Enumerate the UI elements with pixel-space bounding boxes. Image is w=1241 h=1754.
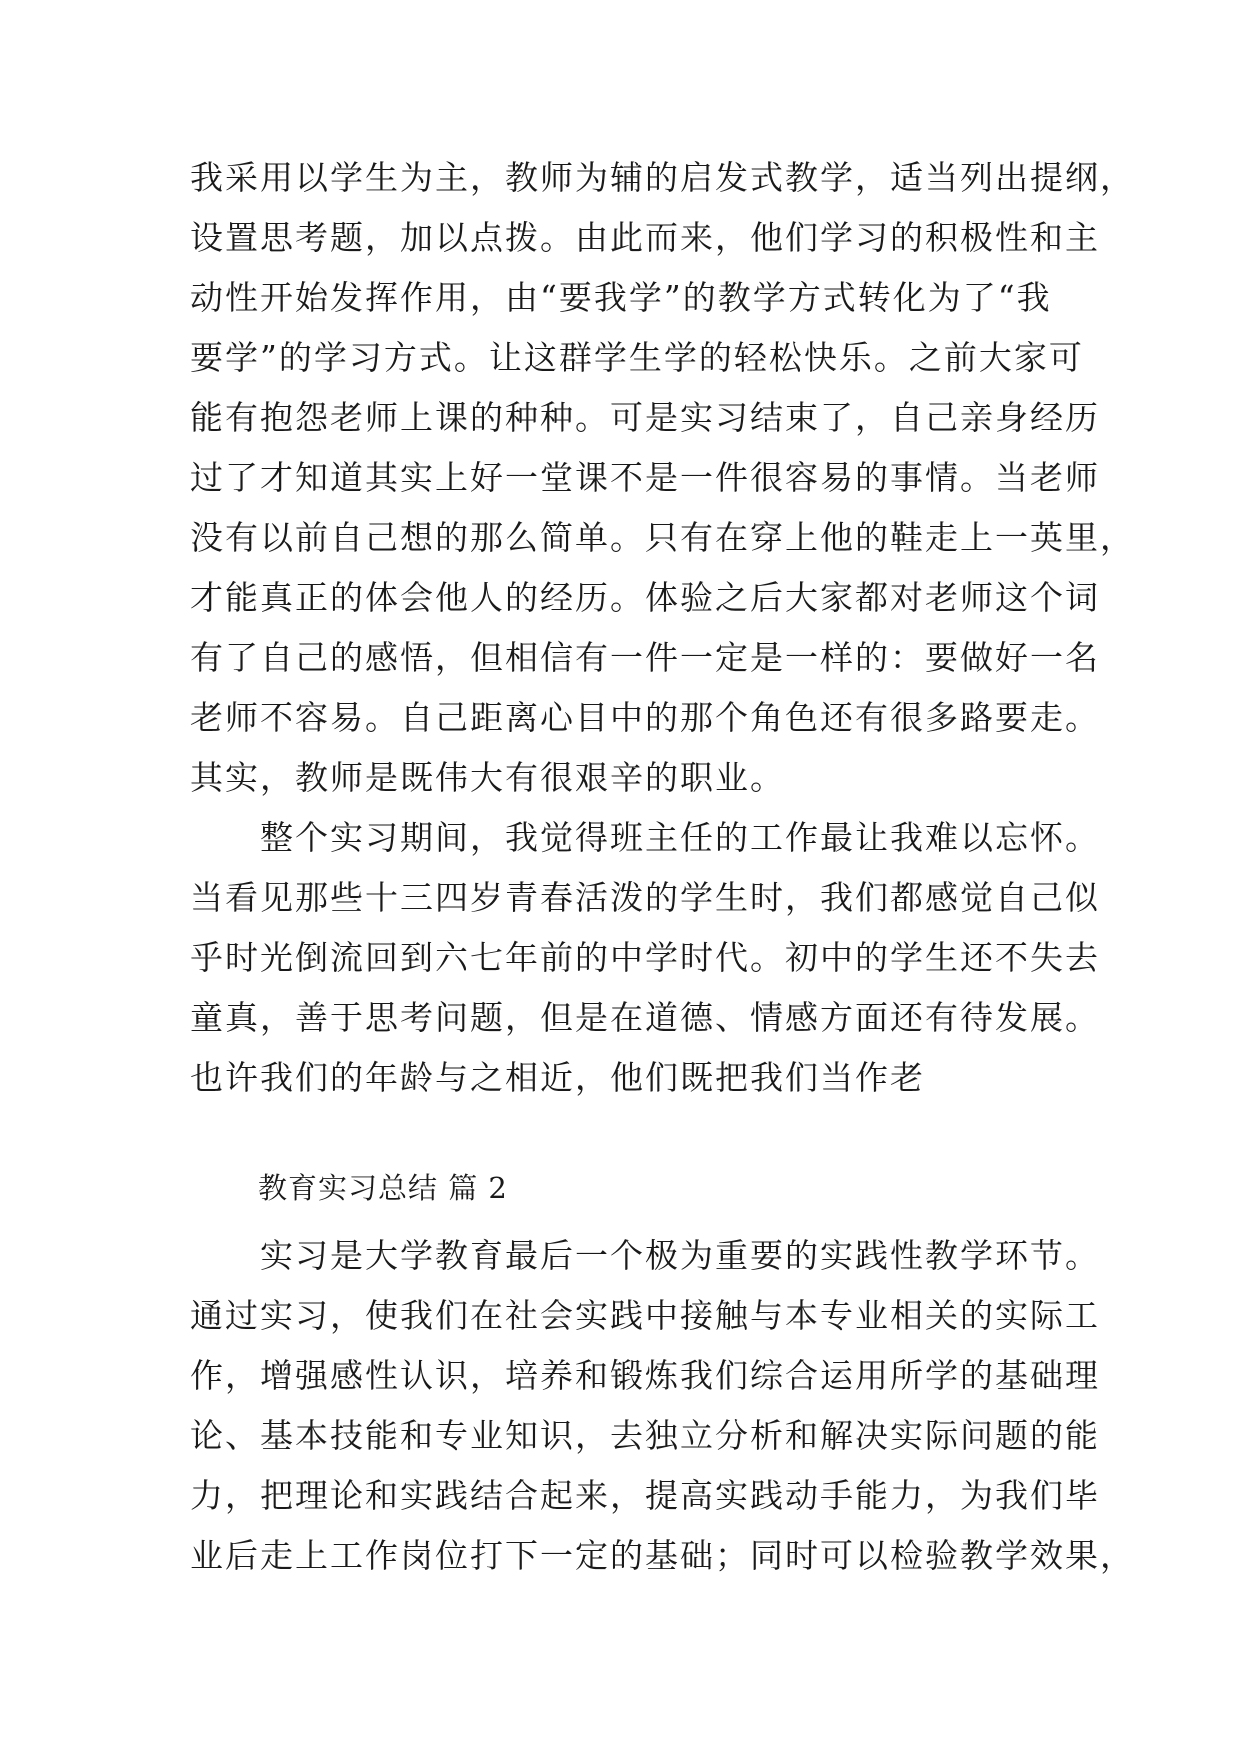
section-heading: 教育实习总结 篇 2 [258,1171,508,1205]
paragraph-line: 也许我们的年龄与之相近，他们既把我们当作老 [190,1058,925,1097]
paragraph-line: 我采用以学生为主，教师为辅的启发式教学，适当列出提纲， [190,158,1135,197]
paragraph-line: 乎时光倒流回到六七年前的中学时代。初中的学生还不失去 [190,938,1100,977]
paragraph-line: 其实，教师是既伟大有很艰辛的职业。 [190,758,785,797]
paragraph-line: 当看见那些十三四岁青春活泼的学生时，我们都感觉自己似 [190,878,1100,917]
paragraph-line: 通过实习，使我们在社会实践中接触与本专业相关的实际工 [190,1296,1100,1335]
paragraph-line: 整个实习期间，我觉得班主任的工作最让我难以忘怀。 [190,818,1100,857]
paragraph-line: 力，把理论和实践结合起来，提高实践动手能力，为我们毕 [190,1476,1100,1515]
paragraph-line: 能有抱怨老师上课的种种。可是实习结束了，自己亲身经历 [190,398,1100,437]
paragraph-line: 作，增强感性认识，培养和锻炼我们综合运用所学的基础理 [190,1356,1100,1395]
paragraph-line: 实习是大学教育最后一个极为重要的实践性教学环节。 [190,1236,1100,1275]
paragraph-line: 有了自己的感悟，但相信有一件一定是一样的：要做好一名 [190,638,1100,677]
paragraph-line: 过了才知道其实上好一堂课不是一件很容易的事情。当老师 [190,458,1100,497]
paragraph-line: 没有以前自己想的那么简单。只有在穿上他的鞋走上一英里， [190,518,1135,557]
paragraph-line: 才能真正的体会他人的经历。体验之后大家都对老师这个词 [190,578,1100,617]
paragraph-line: 论、基本技能和专业知识，去独立分析和解决实际问题的能 [190,1416,1100,1455]
paragraph-line: 老师不容易。自己距离心目中的那个角色还有很多路要走。 [190,698,1100,737]
paragraph-line: 业后走上工作岗位打下一定的基础；同时可以检验教学效果， [190,1536,1135,1575]
paragraph-line: 童真，善于思考问题，但是在道德、情感方面还有待发展。 [190,998,1100,1037]
paragraph-line: 设置思考题，加以点拨。由此而来，他们学习的积极性和主 [190,218,1100,257]
paragraph-line: 动性开始发挥作用，由“要我学”的教学方式转化为了“我 [190,278,1052,317]
paragraph-line: 要学”的学习方式。让这群学生学的轻松快乐。之前大家可 [190,338,1084,377]
